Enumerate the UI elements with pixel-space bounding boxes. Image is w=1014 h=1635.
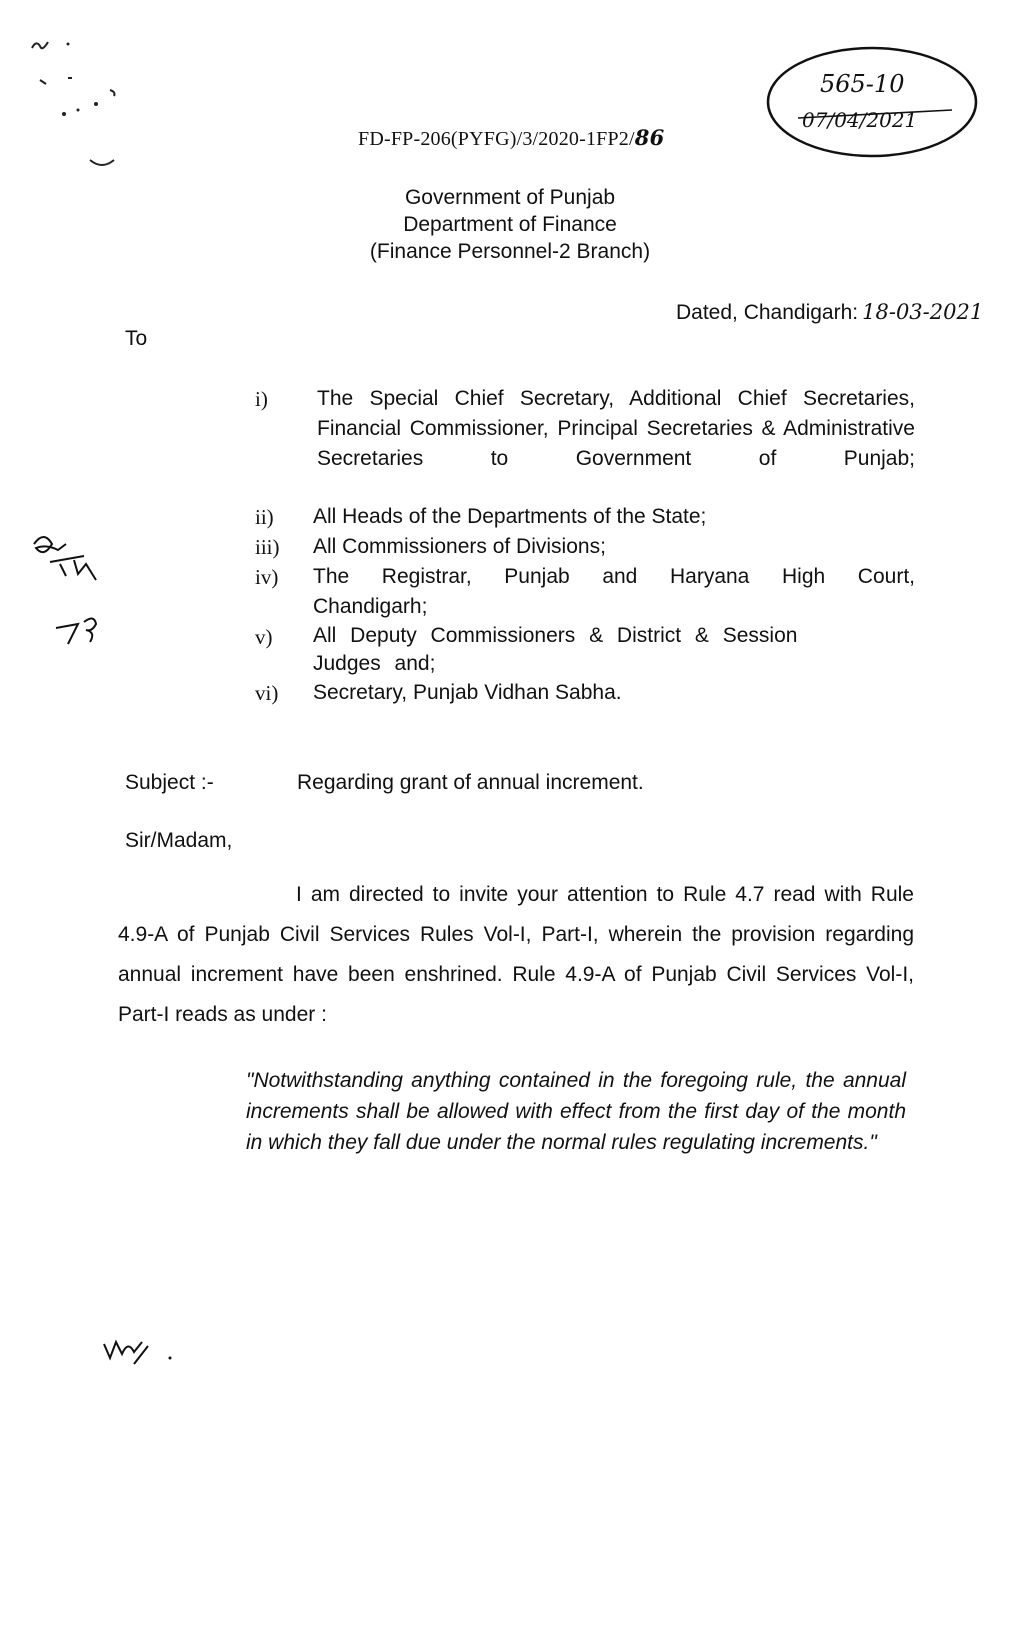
recipient-item bbox=[255, 678, 915, 708]
receipt-stamp bbox=[762, 40, 984, 162]
margin-initials-annotation bbox=[20, 528, 130, 658]
recipient-number: ii) bbox=[255, 505, 274, 529]
recipient-text: The Special Chief Secretary, Additional Chief Secretaries, Financial Commissioner, Principal Secretaries & Administrative Secretaries to Government of Punjab; bbox=[317, 387, 915, 470]
recipient-number: i) bbox=[255, 387, 268, 411]
department-header bbox=[300, 184, 720, 265]
reference-number bbox=[358, 125, 664, 151]
margin-scribble-top-left bbox=[20, 30, 130, 170]
recipient-item bbox=[255, 502, 915, 532]
recipient-text: All Heads of the Departments of the State; bbox=[313, 505, 707, 528]
to-label: To bbox=[125, 327, 148, 350]
recipient-text: Secretary, Punjab Vidhan Sabha. bbox=[313, 681, 622, 704]
subject-text: Regarding grant of annual increment. bbox=[297, 771, 644, 794]
receipt-date: 07/04/2021 bbox=[802, 108, 918, 132]
date-value: 18-03-2021 bbox=[862, 300, 984, 324]
handwritten-initials bbox=[100, 1330, 180, 1370]
recipient-item bbox=[255, 562, 915, 622]
recipient-item bbox=[255, 384, 915, 504]
receipt-number: 565-10 bbox=[820, 70, 905, 98]
recipient-text: All Deputy Commissioners & District & Session Judges and; bbox=[313, 624, 798, 675]
recipient-text: All Commissioners of Divisions; bbox=[313, 535, 606, 558]
reference-number-text: FD-FP-206(PYFG)/3/2020-1FP2/ bbox=[358, 128, 635, 150]
receipt-stamp-circle bbox=[762, 40, 984, 162]
body-paragraph bbox=[118, 875, 914, 1035]
body-paragraph-text: I am directed to invite your attention to Rule 4.7 read with Rule 4.9-A of Punjab Civil Services Rules Vol-I, Part-I, wherein the provision regarding annual increment have been enshrined. Rule 4.9-A of Punjab Civil Services Vol-I, Part-I reads as under : bbox=[118, 883, 914, 1026]
recipient-number: iii) bbox=[255, 535, 280, 559]
salutation: Sir/Madam, bbox=[125, 829, 233, 852]
header-branch: (Finance Personnel-2 Branch) bbox=[369, 240, 651, 263]
date-line bbox=[676, 300, 983, 325]
recipient-number: v) bbox=[255, 625, 273, 649]
recipient-text: The Registrar, Punjab and Haryana High Court, Chandigarh; bbox=[313, 565, 915, 618]
date-label: Dated, Chandigarh: bbox=[676, 301, 859, 324]
header-department: Department of Finance bbox=[403, 213, 617, 236]
recipient-number: vi) bbox=[255, 681, 279, 705]
header-government: Government of Punjab bbox=[404, 186, 616, 209]
quoted-rule: "Notwithstanding anything contained in the foregoing rule, the annual increments shall be allowed with effect from the first day of the month in which they fall due under the normal rules regulating increments." bbox=[246, 1069, 906, 1154]
recipient-number: iv) bbox=[255, 565, 279, 589]
subject-label: Subject :- bbox=[125, 771, 214, 794]
reference-handwritten-number: 86 bbox=[634, 125, 665, 150]
recipient-item bbox=[255, 622, 865, 680]
recipient-item bbox=[255, 532, 915, 562]
